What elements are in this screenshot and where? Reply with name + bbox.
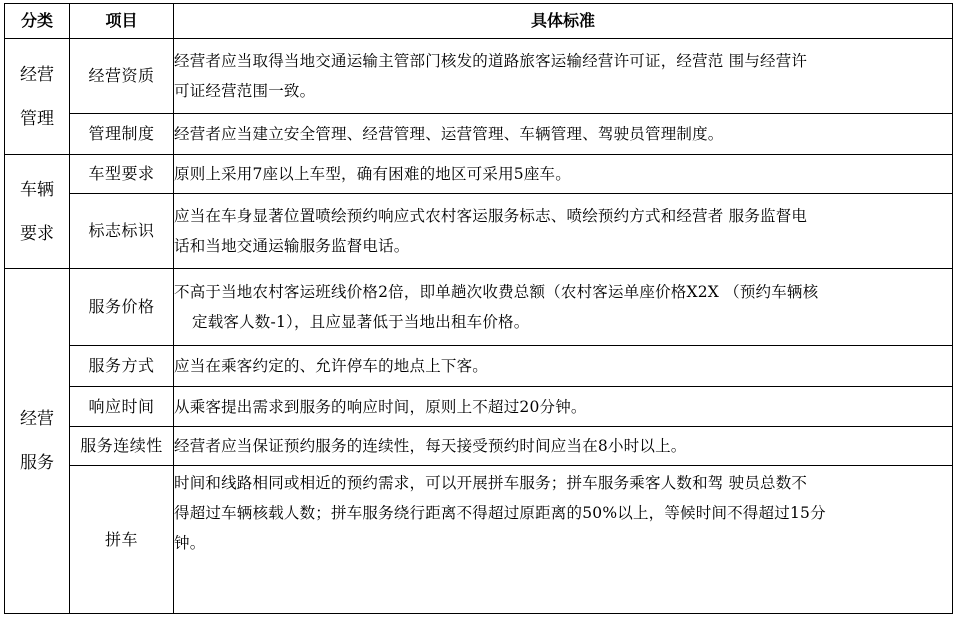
category-text: 要求 — [20, 223, 54, 244]
item-cell: 标志标识 — [70, 194, 174, 269]
category-text: 经营 — [20, 409, 54, 429]
standard-cell — [174, 155, 953, 194]
standard-cell — [174, 269, 953, 346]
standard-line: 时间和线路相同或相近的预约需求，可以开展拼车服务；拼车服务乘客人数和驾 驶员总数不 — [174, 474, 808, 492]
standard-line: 不高于当地农村客运班线价格2倍，即单趟次收费总额（农村客运单座价格X2X （预约车辆核 — [174, 283, 819, 301]
standard-cell — [174, 387, 953, 427]
standard-line: 经营者应当保证预约服务的连续性，每天接受预约时间应当在8小时以上。 — [174, 437, 687, 455]
standard-line: 话和当地交通运输服务监督电话。 — [174, 237, 410, 255]
category-cell-vehicle — [5, 155, 70, 269]
standard-line: 应当在乘客约定的、允许停车的地点上下客。 — [174, 357, 489, 375]
category-text: 车辆 — [20, 179, 54, 200]
item-cell: 经营资质 — [70, 39, 174, 114]
table-row — [5, 39, 953, 114]
item-cell: 服务价格 — [70, 269, 174, 346]
standard-line: 得超过车辆核载人数；拼车服务绕行距离不得超过原距离的50%以上，等候时间不得超过15分 — [174, 504, 826, 522]
standard-cell — [174, 346, 953, 387]
standard-line: 定载客人数-1），且应显著低于当地出租车价格。 — [192, 313, 530, 331]
table-row — [5, 269, 953, 346]
standard-line: 经营者应当取得当地交通运输主管部门核发的道路旅客运输经营许可证，经营范 围与经营许 — [174, 52, 808, 70]
header-category: 分类 — [5, 4, 70, 39]
category-text: 管理 — [20, 108, 54, 129]
standard-line: 可证经营范围一致。 — [174, 82, 316, 100]
item-cell: 车型要求 — [70, 155, 174, 194]
standard-line: 钟。 — [174, 534, 206, 552]
standard-cell — [174, 39, 953, 114]
item-cell: 拼车 — [70, 466, 174, 614]
header-item: 项目 — [70, 4, 174, 39]
category-text: 经营 — [20, 64, 54, 85]
standard-line: 原则上采用7座以上车型，确有困难的地区可采用5座车。 — [174, 165, 571, 183]
standards-table — [4, 3, 953, 614]
standard-line: 应当在车身显著位置喷绘预约响应式农村客运服务标志、喷绘预约方式和经营者 服务监督电 — [174, 207, 808, 225]
standard-line: 从乘客提出需求到服务的响应时间，原则上不超过20分钟。 — [174, 397, 587, 416]
item-cell: 管理制度 — [70, 114, 174, 155]
table-row — [5, 466, 953, 614]
standard-cell — [174, 427, 953, 466]
item-cell: 服务方式 — [70, 346, 174, 387]
table-row — [5, 346, 953, 387]
standard-cell — [174, 114, 953, 155]
standard-line: 经营者应当建立安全管理、经营管理、运营管理、车辆管理、驾驶员管理制度。 — [174, 125, 724, 143]
category-cell-management — [5, 39, 70, 155]
standard-cell — [174, 466, 953, 614]
standard-cell — [174, 194, 953, 269]
header-standard: 具体标准 — [174, 4, 953, 39]
table-row — [5, 387, 953, 427]
table-row — [5, 155, 953, 194]
table-row — [5, 114, 953, 155]
category-text: 服务 — [20, 453, 54, 473]
table-row — [5, 427, 953, 466]
category-cell-service — [5, 269, 70, 614]
table-row — [5, 194, 953, 269]
item-cell: 服务连续性 — [70, 427, 174, 466]
item-cell: 响应时间 — [70, 387, 174, 427]
header-row — [5, 4, 953, 39]
